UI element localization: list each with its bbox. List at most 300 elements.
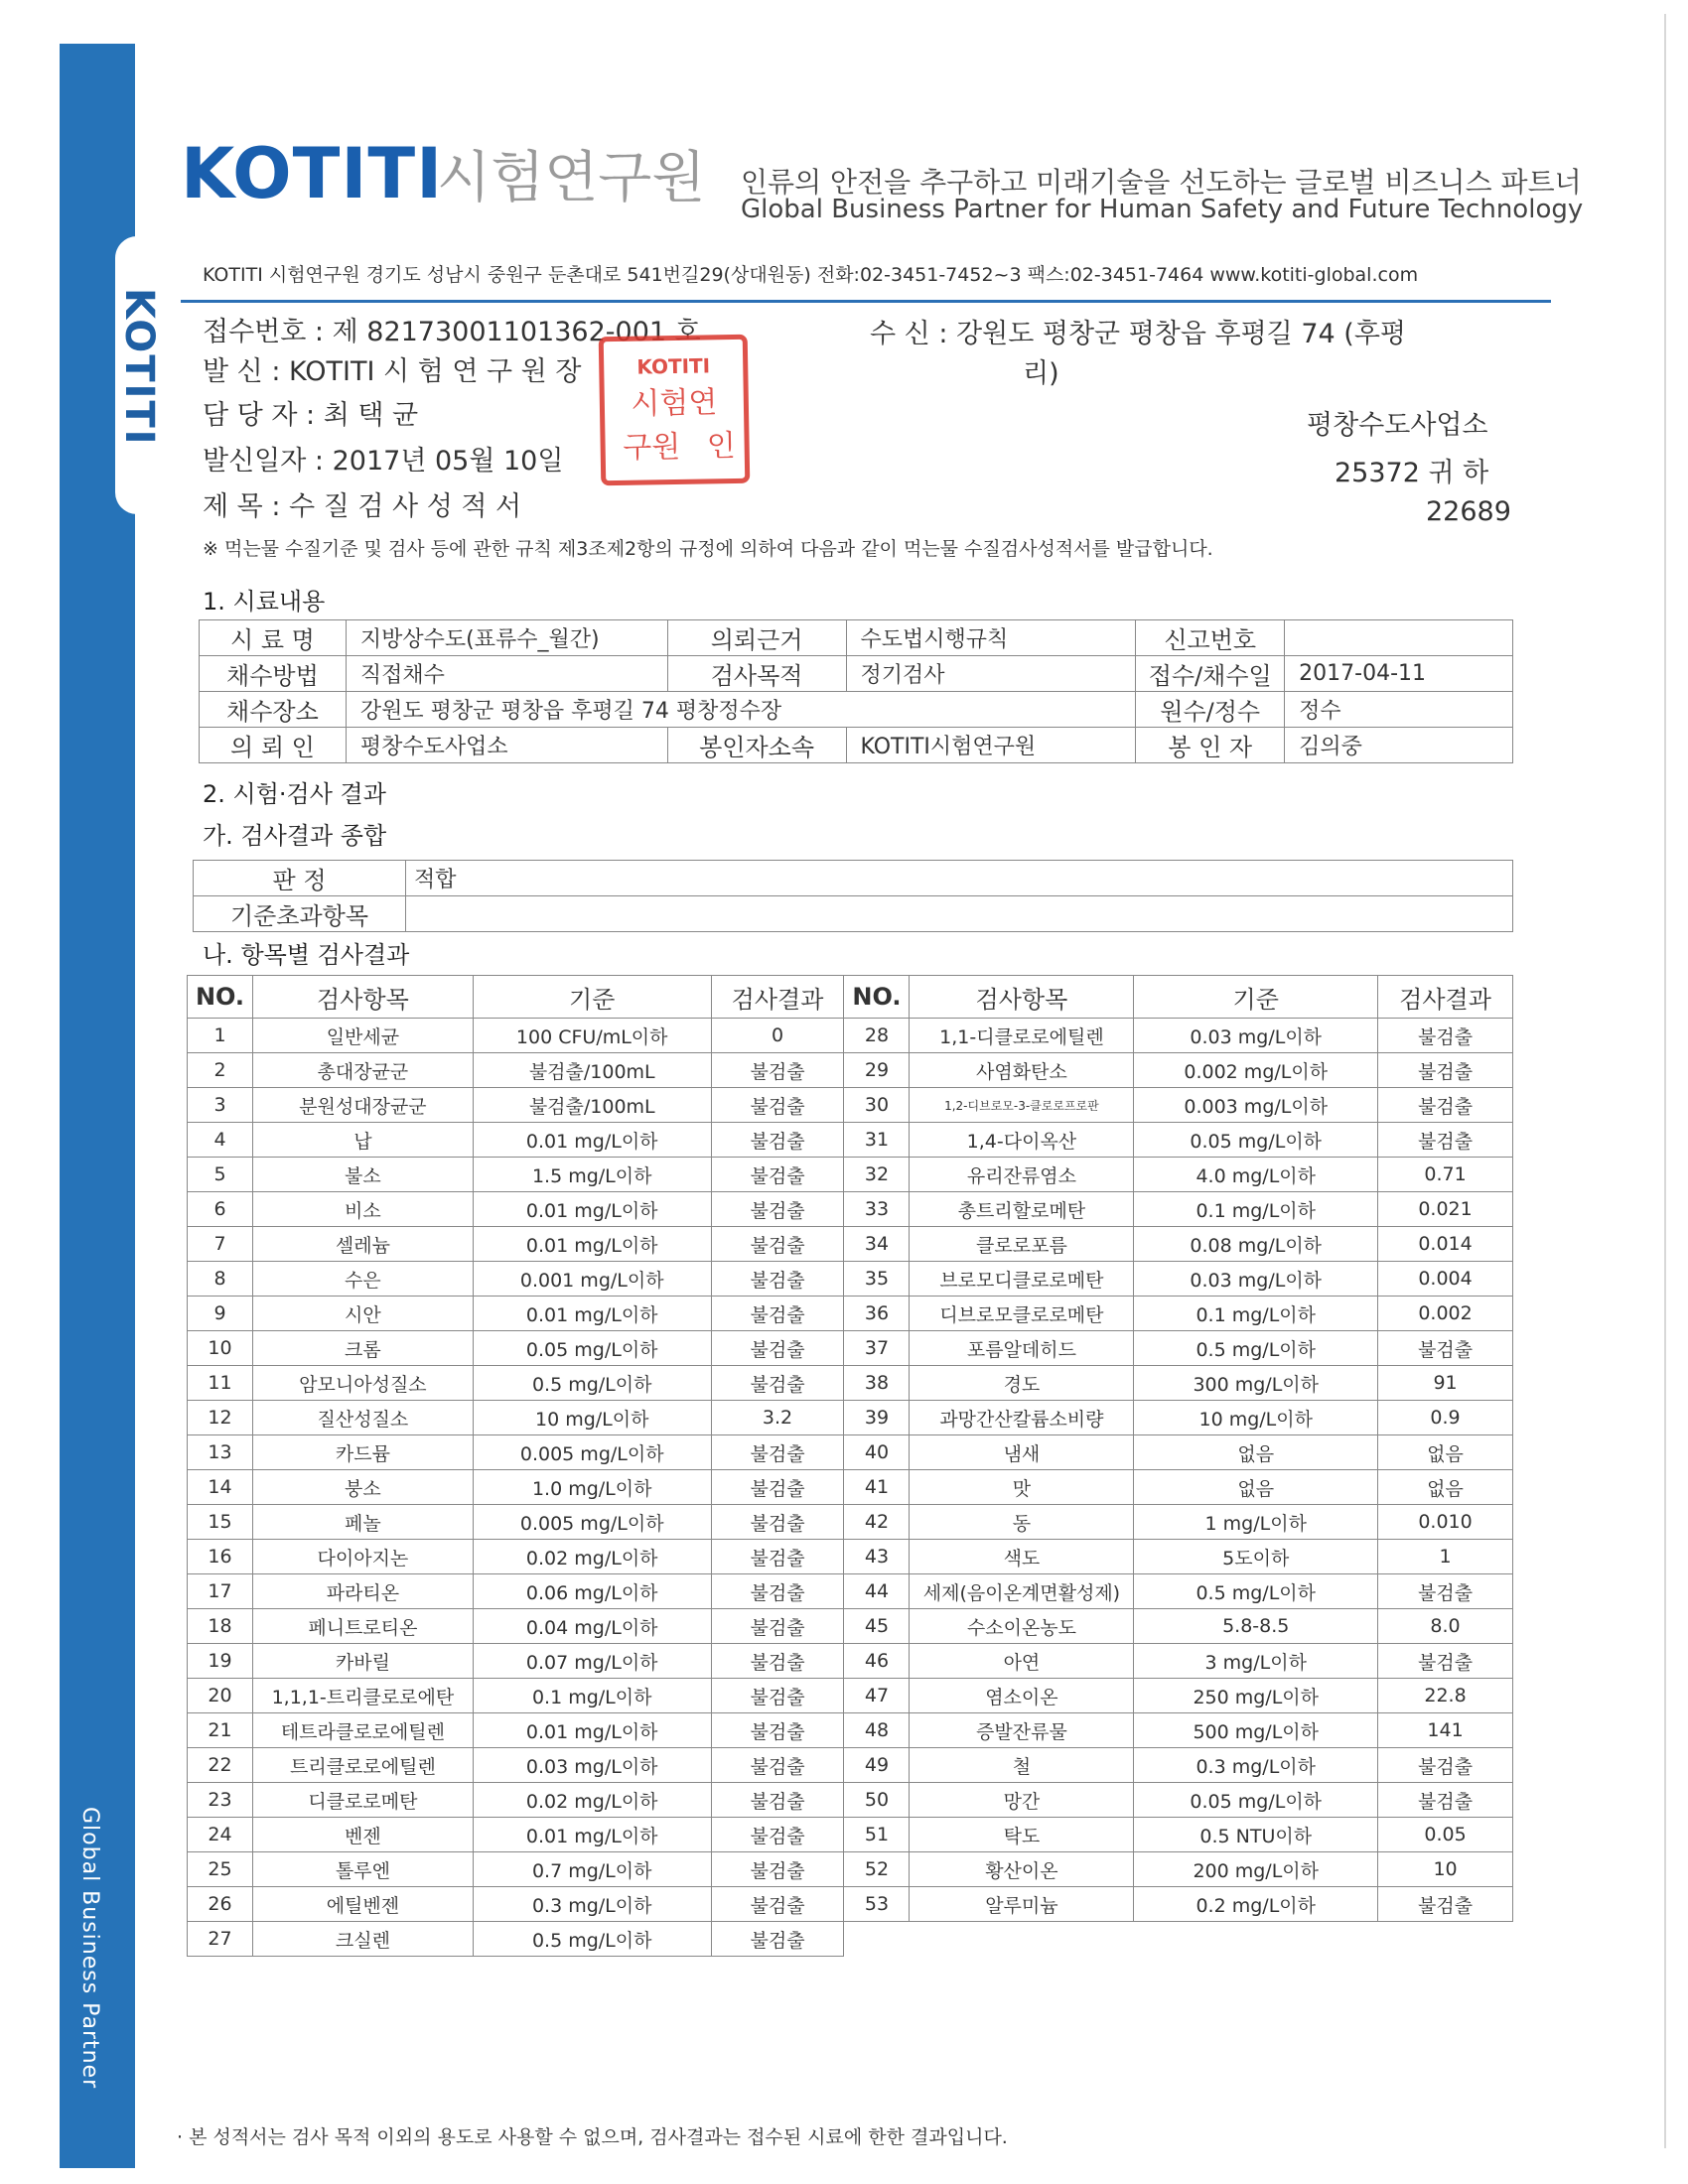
result-item: 1,4-다이옥산 <box>910 1123 1134 1158</box>
result-standard: 0.06 mg/L이하 <box>473 1574 711 1609</box>
result-no: 42 <box>844 1505 910 1540</box>
result-item: 과망간산칼륨소비량 <box>910 1401 1134 1435</box>
sample-key: 의뢰근거 <box>667 620 846 656</box>
results-row <box>188 1852 1513 1887</box>
result-item: 알루미늄 <box>910 1887 1134 1922</box>
footer-disclaimer: · 본 성적서는 검사 목적 이외의 용도로 사용할 수 없으며, 검사결과는 접수된 시료에 한한 결과입니다. <box>177 2126 1008 2148</box>
result-item: 일반세균 <box>252 1019 473 1053</box>
result-no: 52 <box>844 1852 910 1887</box>
result-result: 0.9 <box>1378 1401 1513 1435</box>
result-standard: 불검출/100mL <box>473 1053 711 1088</box>
sample-key: 원수/정수 <box>1136 692 1285 728</box>
results-row <box>188 1262 1513 1297</box>
result-result: 불검출 <box>1378 1331 1513 1366</box>
recipient-line1: 강원도 평창군 평창읍 후평길 74 (후평 <box>956 319 1406 349</box>
result-result: 불검출 <box>711 1609 844 1644</box>
result-no: 37 <box>844 1331 910 1366</box>
result-item: 크롬 <box>252 1331 473 1366</box>
result-result: 불검출 <box>711 1679 844 1713</box>
result-no: 7 <box>188 1227 253 1262</box>
sample-value: 강원도 평창군 평창읍 후평길 74 평창정수장 <box>346 692 1135 728</box>
result-standard: 불검출/100mL <box>473 1088 711 1123</box>
result-standard: 0.5 mg/L이하 <box>1134 1331 1378 1366</box>
result-no: 45 <box>844 1609 910 1644</box>
result-item: 세제(음이온계면활성제) <box>910 1574 1134 1609</box>
result-no: 49 <box>844 1748 910 1783</box>
result-item: 페니트로티온 <box>252 1609 473 1644</box>
result-standard: 0.01 mg/L이하 <box>473 1192 711 1227</box>
sample-row <box>200 692 1513 728</box>
result-standard: 300 mg/L이하 <box>1134 1366 1378 1401</box>
sample-value <box>1285 620 1513 656</box>
result-no: 51 <box>844 1818 910 1852</box>
result-no: 34 <box>844 1227 910 1262</box>
result-item: 1,1,1-트리클로로에탄 <box>252 1679 473 1713</box>
result-standard: 0.5 NTU이하 <box>1134 1818 1378 1852</box>
result-no: 24 <box>188 1818 253 1852</box>
result-no: 2 <box>188 1053 253 1088</box>
result-no: 15 <box>188 1505 253 1540</box>
result-standard: 0.01 mg/L이하 <box>473 1227 711 1262</box>
results-row <box>188 1713 1513 1748</box>
result-item: 카바릴 <box>252 1644 473 1679</box>
result-standard: 없음 <box>1134 1470 1378 1505</box>
results-row <box>188 1644 1513 1679</box>
result-item: 1,1-디클로로에틸렌 <box>910 1019 1134 1053</box>
result-standard: 500 mg/L이하 <box>1134 1713 1378 1748</box>
result-item: 사염화탄소 <box>910 1053 1134 1088</box>
date-label: 발신일자 : <box>203 446 325 477</box>
sample-value: 평창수도사업소 <box>346 728 667 763</box>
result-standard: 0.002 mg/L이하 <box>1134 1053 1378 1088</box>
results-row <box>188 1019 1513 1053</box>
result-result: 불검출 <box>1378 1887 1513 1922</box>
result-standard: 0.03 mg/L이하 <box>1134 1262 1378 1297</box>
result-no: 43 <box>844 1540 910 1574</box>
result-standard: 200 mg/L이하 <box>1134 1852 1378 1887</box>
result-no: 47 <box>844 1679 910 1713</box>
result-no: 17 <box>188 1574 253 1609</box>
results-row <box>188 1470 1513 1505</box>
result-standard: 0.01 mg/L이하 <box>473 1818 711 1852</box>
result-result: 0.05 <box>1378 1818 1513 1852</box>
result-result: 8.0 <box>1378 1609 1513 1644</box>
company-address: KOTITI 시험연구원 경기도 성남시 중원구 둔촌대로 541번길29(상대원동) 전화:02-3451-7452~3 팩스:02-3451-7464 www.kotiti-global.com <box>203 264 1419 286</box>
result-standard: 250 mg/L이하 <box>1134 1679 1378 1713</box>
result-no: 23 <box>188 1783 253 1818</box>
header-no: NO. <box>188 976 253 1019</box>
result-result: 불검출 <box>711 1748 844 1783</box>
sample-value: 2017-04-11 <box>1285 656 1513 692</box>
result-result: 불검출 <box>711 1297 844 1331</box>
result-result: 불검출 <box>711 1852 844 1887</box>
result-result: 불검출 <box>711 1783 844 1818</box>
verdict-table <box>193 860 1513 932</box>
results-row <box>188 1297 1513 1331</box>
result-no: 14 <box>188 1470 253 1505</box>
result-standard: 5도이하 <box>1134 1540 1378 1574</box>
result-item: 페놀 <box>252 1505 473 1540</box>
subject-label: 제 목 : <box>203 491 281 522</box>
result-result: 불검출 <box>711 1574 844 1609</box>
result-item: 크실렌 <box>252 1922 473 1957</box>
result-result: 3.2 <box>711 1401 844 1435</box>
result-standard: 0.005 mg/L이하 <box>473 1435 711 1470</box>
result-empty-cell <box>1378 1922 1513 1957</box>
result-result: 없음 <box>1378 1470 1513 1505</box>
sample-key: 봉인자소속 <box>667 728 846 763</box>
results-row <box>188 1088 1513 1123</box>
result-result: 0 <box>711 1019 844 1053</box>
result-standard: 0.05 mg/L이하 <box>473 1331 711 1366</box>
result-standard: 0.05 mg/L이하 <box>1134 1123 1378 1158</box>
sample-key: 의 뢰 인 <box>200 728 347 763</box>
result-result: 불검출 <box>711 1158 844 1192</box>
receipt-value: 제 82173001101362-001 호 <box>332 317 701 347</box>
sample-value: KOTITI시험연구원 <box>846 728 1136 763</box>
result-standard: 0.08 mg/L이하 <box>1134 1227 1378 1262</box>
header-result: 검사결과 <box>1378 976 1513 1019</box>
official-seal-stamp: KOTITI 시험연 구원 인 <box>599 335 751 486</box>
result-standard: 0.001 mg/L이하 <box>473 1262 711 1297</box>
results-row <box>188 1887 1513 1922</box>
result-result: 불검출 <box>1378 1748 1513 1783</box>
result-standard: 0.02 mg/L이하 <box>473 1783 711 1818</box>
result-result: 0.004 <box>1378 1262 1513 1297</box>
result-no: 39 <box>844 1401 910 1435</box>
section-results-title: 2. 시험·검사 결과 <box>203 780 386 808</box>
result-item: 동 <box>910 1505 1134 1540</box>
result-result: 없음 <box>1378 1435 1513 1470</box>
sample-row <box>200 728 1513 763</box>
result-result: 불검출 <box>711 1262 844 1297</box>
header-standard: 기준 <box>473 976 711 1019</box>
result-standard: 0.1 mg/L이하 <box>1134 1192 1378 1227</box>
sample-value: 정기검사 <box>846 656 1136 692</box>
result-standard: 3 mg/L이하 <box>1134 1644 1378 1679</box>
sidebar-tagline: Global Business Partner <box>77 1807 102 2090</box>
kotiti-logo: KOTITI <box>181 133 444 214</box>
result-no: 44 <box>844 1574 910 1609</box>
result-result: 141 <box>1378 1713 1513 1748</box>
sample-row <box>200 656 1513 692</box>
result-no: 27 <box>188 1922 253 1957</box>
page-edge <box>1664 14 1666 2148</box>
issuance-notice: ※ 먹는물 수질기준 및 검사 등에 관한 규칙 제3조제2항의 규정에 의하여 다음과 같이 먹는물 수질검사성적서를 발급합니다. <box>203 538 1213 560</box>
result-item: 암모니아성질소 <box>252 1366 473 1401</box>
results-row <box>188 1331 1513 1366</box>
result-item: 클로로포름 <box>910 1227 1134 1262</box>
result-result: 불검출 <box>1378 1783 1513 1818</box>
result-standard: 0.04 mg/L이하 <box>473 1609 711 1644</box>
result-result: 불검출 <box>1378 1644 1513 1679</box>
result-standard: 0.01 mg/L이하 <box>473 1297 711 1331</box>
result-result: 22.8 <box>1378 1679 1513 1713</box>
result-standard: 5.8-8.5 <box>1134 1609 1378 1644</box>
header-standard: 기준 <box>1134 976 1378 1019</box>
result-no: 26 <box>188 1887 253 1922</box>
result-result: 불검출 <box>711 1540 844 1574</box>
results-row <box>188 1366 1513 1401</box>
result-no: 18 <box>188 1609 253 1644</box>
result-result: 불검출 <box>1378 1019 1513 1053</box>
manager-label: 담 당 자 : <box>203 400 316 431</box>
results-row <box>188 1922 1513 1957</box>
result-result: 불검출 <box>711 1887 844 1922</box>
result-item: 디브로모클로로메탄 <box>910 1297 1134 1331</box>
results-row <box>188 1609 1513 1644</box>
sample-key: 채수방법 <box>200 656 347 692</box>
result-no: 53 <box>844 1887 910 1922</box>
results-row <box>188 1158 1513 1192</box>
result-result: 불검출 <box>711 1713 844 1748</box>
result-no: 22 <box>188 1748 253 1783</box>
result-standard: 1.0 mg/L이하 <box>473 1470 711 1505</box>
result-item: 트리클로로에틸렌 <box>252 1748 473 1783</box>
motto-korean: 인류의 안전을 추구하고 미래기술을 선도하는 글로벌 비즈니스 파트너 <box>741 166 1582 199</box>
result-result: 91 <box>1378 1366 1513 1401</box>
result-item: 색도 <box>910 1540 1134 1574</box>
result-result: 불검출 <box>711 1644 844 1679</box>
sample-key: 시 료 명 <box>200 620 347 656</box>
result-item: 브로모디클로로메탄 <box>910 1262 1134 1297</box>
result-result: 0.002 <box>1378 1297 1513 1331</box>
result-item: 불소 <box>252 1158 473 1192</box>
sample-row <box>200 620 1513 656</box>
result-result: 불검출 <box>711 1922 844 1957</box>
result-item: 파라티온 <box>252 1574 473 1609</box>
recipient <box>870 312 1406 350</box>
result-no: 1 <box>188 1019 253 1053</box>
results-row <box>188 1435 1513 1470</box>
result-result: 불검출 <box>1378 1088 1513 1123</box>
result-item: 붕소 <box>252 1470 473 1505</box>
subsection-summary: 가. 검사결과 종합 <box>203 822 387 850</box>
result-result: 0.014 <box>1378 1227 1513 1262</box>
result-result: 0.010 <box>1378 1505 1513 1540</box>
results-row <box>188 1123 1513 1158</box>
recipient-label: 수 신 : <box>870 319 948 349</box>
result-result: 0.021 <box>1378 1192 1513 1227</box>
recipient-code: 22689 <box>1426 496 1511 527</box>
sample-info-table <box>199 619 1513 763</box>
result-result: 10 <box>1378 1852 1513 1887</box>
result-no: 13 <box>188 1435 253 1470</box>
result-item: 분원성대장균군 <box>252 1088 473 1123</box>
result-result: 불검출 <box>1378 1574 1513 1609</box>
result-standard: 0.3 mg/L이하 <box>1134 1748 1378 1783</box>
result-no: 12 <box>188 1401 253 1435</box>
subsection-itemized: 나. 항목별 검사결과 <box>203 941 410 969</box>
sample-value: 정수 <box>1285 692 1513 728</box>
result-standard: 없음 <box>1134 1435 1378 1470</box>
results-row <box>188 1540 1513 1574</box>
results-row <box>188 1574 1513 1609</box>
result-no: 36 <box>844 1297 910 1331</box>
result-standard: 0.003 mg/L이하 <box>1134 1088 1378 1123</box>
result-item: 1,2-디브로모-3-클로로프로판 <box>910 1088 1134 1123</box>
motto-english: Global Business Partner for Human Safety and Future Technology <box>741 195 1584 224</box>
result-standard: 0.5 mg/L이하 <box>473 1366 711 1401</box>
result-no: 11 <box>188 1366 253 1401</box>
result-no: 4 <box>188 1123 253 1158</box>
result-standard: 0.02 mg/L이하 <box>473 1540 711 1574</box>
result-result: 불검출 <box>711 1470 844 1505</box>
result-no: 8 <box>188 1262 253 1297</box>
result-result: 불검출 <box>711 1818 844 1852</box>
result-no: 30 <box>844 1088 910 1123</box>
result-standard: 0.2 mg/L이하 <box>1134 1887 1378 1922</box>
exceed-row <box>194 896 1513 932</box>
result-item: 납 <box>252 1123 473 1158</box>
result-standard: 0.005 mg/L이하 <box>473 1505 711 1540</box>
results-row <box>188 1053 1513 1088</box>
date-value: 2017년 05월 10일 <box>332 446 564 477</box>
result-no: 6 <box>188 1192 253 1227</box>
result-item: 총대장균군 <box>252 1053 473 1088</box>
result-standard: 0.03 mg/L이하 <box>1134 1019 1378 1053</box>
result-standard: 0.1 mg/L이하 <box>1134 1297 1378 1331</box>
result-result: 불검출 <box>711 1505 844 1540</box>
verdict-value: 적합 <box>406 861 1513 896</box>
result-result: 불검출 <box>1378 1123 1513 1158</box>
result-no: 32 <box>844 1158 910 1192</box>
issue-date <box>203 439 563 478</box>
result-standard: 1 mg/L이하 <box>1134 1505 1378 1540</box>
result-item: 증발잔류물 <box>910 1713 1134 1748</box>
recipient-zip: 25372 귀 하 <box>1335 458 1489 488</box>
result-standard: 0.05 mg/L이하 <box>1134 1783 1378 1818</box>
result-no: 33 <box>844 1192 910 1227</box>
sample-value: 김의중 <box>1285 728 1513 763</box>
result-empty-cell <box>844 1922 910 1957</box>
header-item: 검사항목 <box>252 976 473 1019</box>
result-result: 불검출 <box>711 1227 844 1262</box>
result-item: 냄새 <box>910 1435 1134 1470</box>
result-item: 총트리할로메탄 <box>910 1192 1134 1227</box>
recipient-org: 평창수도사업소 <box>1307 410 1488 441</box>
result-item: 카드뮴 <box>252 1435 473 1470</box>
sender-value: KOTITI 시 험 연 구 원 장 <box>289 356 582 387</box>
result-no: 46 <box>844 1644 910 1679</box>
result-result: 불검출 <box>711 1053 844 1088</box>
sender <box>203 349 581 388</box>
results-table <box>187 975 1513 1957</box>
results-row <box>188 1783 1513 1818</box>
result-no: 29 <box>844 1053 910 1088</box>
result-no: 9 <box>188 1297 253 1331</box>
sample-key: 신고번호 <box>1136 620 1285 656</box>
sample-key: 검사목적 <box>667 656 846 692</box>
recipient-line2: 리) <box>1023 358 1059 389</box>
results-row <box>188 1505 1513 1540</box>
result-item: 철 <box>910 1748 1134 1783</box>
result-no: 21 <box>188 1713 253 1748</box>
manager-value: 최 택 균 <box>323 400 419 431</box>
result-item: 망간 <box>910 1783 1134 1818</box>
result-standard: 0.01 mg/L이하 <box>473 1713 711 1748</box>
results-header-row <box>188 976 1513 1019</box>
result-standard: 0.7 mg/L이하 <box>473 1852 711 1887</box>
result-item: 경도 <box>910 1366 1134 1401</box>
subject <box>203 484 521 523</box>
result-no: 35 <box>844 1262 910 1297</box>
result-no: 48 <box>844 1713 910 1748</box>
result-standard: 10 mg/L이하 <box>1134 1401 1378 1435</box>
result-result: 불검출 <box>711 1088 844 1123</box>
verdict-label: 판 정 <box>194 861 406 896</box>
result-item: 벤젠 <box>252 1818 473 1852</box>
result-item: 디클로로메탄 <box>252 1783 473 1818</box>
sample-key: 봉 인 자 <box>1136 728 1285 763</box>
header-rule <box>181 300 1551 303</box>
result-item: 염소이온 <box>910 1679 1134 1713</box>
result-item: 질산성질소 <box>252 1401 473 1435</box>
result-item: 테트라클로로에틸렌 <box>252 1713 473 1748</box>
result-no: 16 <box>188 1540 253 1574</box>
result-item: 셀레늄 <box>252 1227 473 1262</box>
logo-accent-text: 시험연구원 <box>437 146 706 210</box>
result-no: 25 <box>188 1852 253 1887</box>
header-item: 검사항목 <box>910 976 1134 1019</box>
sender-label: 발 신 : <box>203 356 281 387</box>
result-no: 20 <box>188 1679 253 1713</box>
result-result: 불검출 <box>711 1331 844 1366</box>
sample-value: 지방상수도(표류수_월간) <box>346 620 667 656</box>
result-no: 10 <box>188 1331 253 1366</box>
manager <box>203 393 418 432</box>
subject-value: 수 질 검 사 성 적 서 <box>289 491 522 522</box>
exceed-value <box>406 896 1513 932</box>
result-standard: 10 mg/L이하 <box>473 1401 711 1435</box>
result-result: 0.71 <box>1378 1158 1513 1192</box>
result-standard: 0.5 mg/L이하 <box>1134 1574 1378 1609</box>
result-item: 아연 <box>910 1644 1134 1679</box>
results-row <box>188 1818 1513 1852</box>
result-empty-cell <box>910 1922 1134 1957</box>
result-result: 1 <box>1378 1540 1513 1574</box>
result-standard: 0.07 mg/L이하 <box>473 1644 711 1679</box>
sample-value: 수도법시행규칙 <box>846 620 1136 656</box>
section-sample-title: 1. 시료내용 <box>203 588 326 615</box>
result-item: 수은 <box>252 1262 473 1297</box>
result-item: 비소 <box>252 1192 473 1227</box>
results-row <box>188 1748 1513 1783</box>
result-standard: 0.03 mg/L이하 <box>473 1748 711 1783</box>
exceed-label: 기준초과항목 <box>194 896 406 932</box>
result-standard: 1.5 mg/L이하 <box>473 1158 711 1192</box>
result-no: 50 <box>844 1783 910 1818</box>
result-empty-cell <box>1134 1922 1378 1957</box>
results-row <box>188 1227 1513 1262</box>
result-standard: 100 CFU/mL이하 <box>473 1019 711 1053</box>
result-item: 포름알데히드 <box>910 1331 1134 1366</box>
result-result: 불검출 <box>711 1366 844 1401</box>
receipt-label: 접수번호 : <box>203 317 325 347</box>
result-no: 31 <box>844 1123 910 1158</box>
result-no: 5 <box>188 1158 253 1192</box>
result-standard: 0.01 mg/L이하 <box>473 1123 711 1158</box>
result-standard: 4.0 mg/L이하 <box>1134 1158 1378 1192</box>
result-no: 41 <box>844 1470 910 1505</box>
sample-key: 접수/채수일 <box>1136 656 1285 692</box>
result-standard: 0.5 mg/L이하 <box>473 1922 711 1957</box>
result-item: 탁도 <box>910 1818 1134 1852</box>
result-no: 40 <box>844 1435 910 1470</box>
result-item: 에틸벤젠 <box>252 1887 473 1922</box>
verdict-row <box>194 861 1513 896</box>
result-item: 유리잔류염소 <box>910 1158 1134 1192</box>
